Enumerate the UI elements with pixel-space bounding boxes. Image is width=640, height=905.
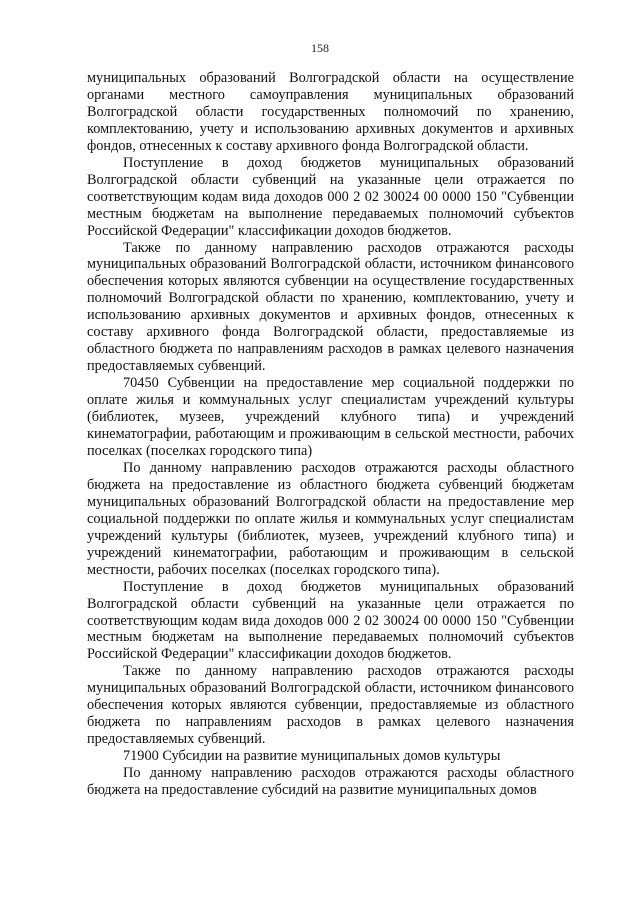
paragraph-6: Поступление в доход бюджетов муниципальных образований Волгоградской области субвенций на указанные цели отражается по соответствующим кодам вида доходов 000 2 02 30024 00 0000 150 "Субвенции местным бюджетам на выполнение передаваемых полномочий субъектов Российской Федерации" классификации доходов бюджетов.	[87, 578, 574, 663]
page-number: 158	[311, 41, 329, 55]
document-body	[87, 70, 574, 799]
paragraph-1: муниципальных образований Волгоградской области на осуществление органами местного самоуправления муниципальных образований Волгоградской области государственных полномочий по хранению, комплектованию, учету и использованию архивных документов и архивных фондов, отнесенных к составу архивного фонда Волгоградской области.	[87, 70, 574, 154]
paragraph-2: Поступление в доход бюджетов муниципальных образований Волгоградской области субвенций на указанные цели отражается по соответствующим кодам вида доходов 000 2 02 30024 00 0000 150 "Субвенции местным бюджетам на выполнение передаваемых полномочий субъектов Российской Федерации" классификации доходов бюджетов.	[87, 154, 574, 239]
paragraph-5: По данному направлению расходов отражаются расходы областного бюджета на предоставление из областного бюджета субвенций бюджетам муниципальных образований Волгоградской области на предоставление мер социальной поддержки по оплате жилья и коммунальных услуг специалистам учреждений культуры (библиотек, музеев, учреждений клубного типа) и учреждений кинематографии, работающим и проживающим в сельской местности, рабочих поселках (поселках городского типа).	[87, 459, 574, 578]
paragraph-9: По данному направлению расходов отражаются расходы областного бюджета на предоставление субсидий на развитие муниципальных домов	[87, 765, 574, 799]
section-heading-71900: 71900 Субсидии на развитие муниципальных домов культуры	[123, 748, 501, 765]
section-heading-70450: 70450 Субвенции на предоставление мер социальной поддержки по оплате жилья и коммунальных услуг специалистам учреждений культуры (библиотек, музеев, учреждений клубного типа) и учреждений кинематографии, работающим и проживающим в сельской местности, рабочих поселках (поселках городского типа)	[87, 375, 574, 459]
paragraph-3: Также по данному направлению расходов отражаются расходы муниципальных образований Волгоградской области, источником финансового обеспечения которых являются субвенции на осуществление государственных полномочий Волгоградской области по хранению, комплектованию, учету и использованию архивных документов и архивных фондов, отнесенных к составу архивного фонда Волгоградской области, предоставляемые из областного бюджета по направлениям расходов в рамках целевого назначения предоставляемых субвенций.	[87, 239, 574, 375]
paragraph-7: Также по данному направлению расходов отражаются расходы муниципальных образований Волгоградской области, источником финансового обеспечения которых являются субвенции, предоставляемые из областного бюджета по направлениям расходов в рамках целевого назначения предоставляемых субвенций.	[87, 663, 574, 748]
